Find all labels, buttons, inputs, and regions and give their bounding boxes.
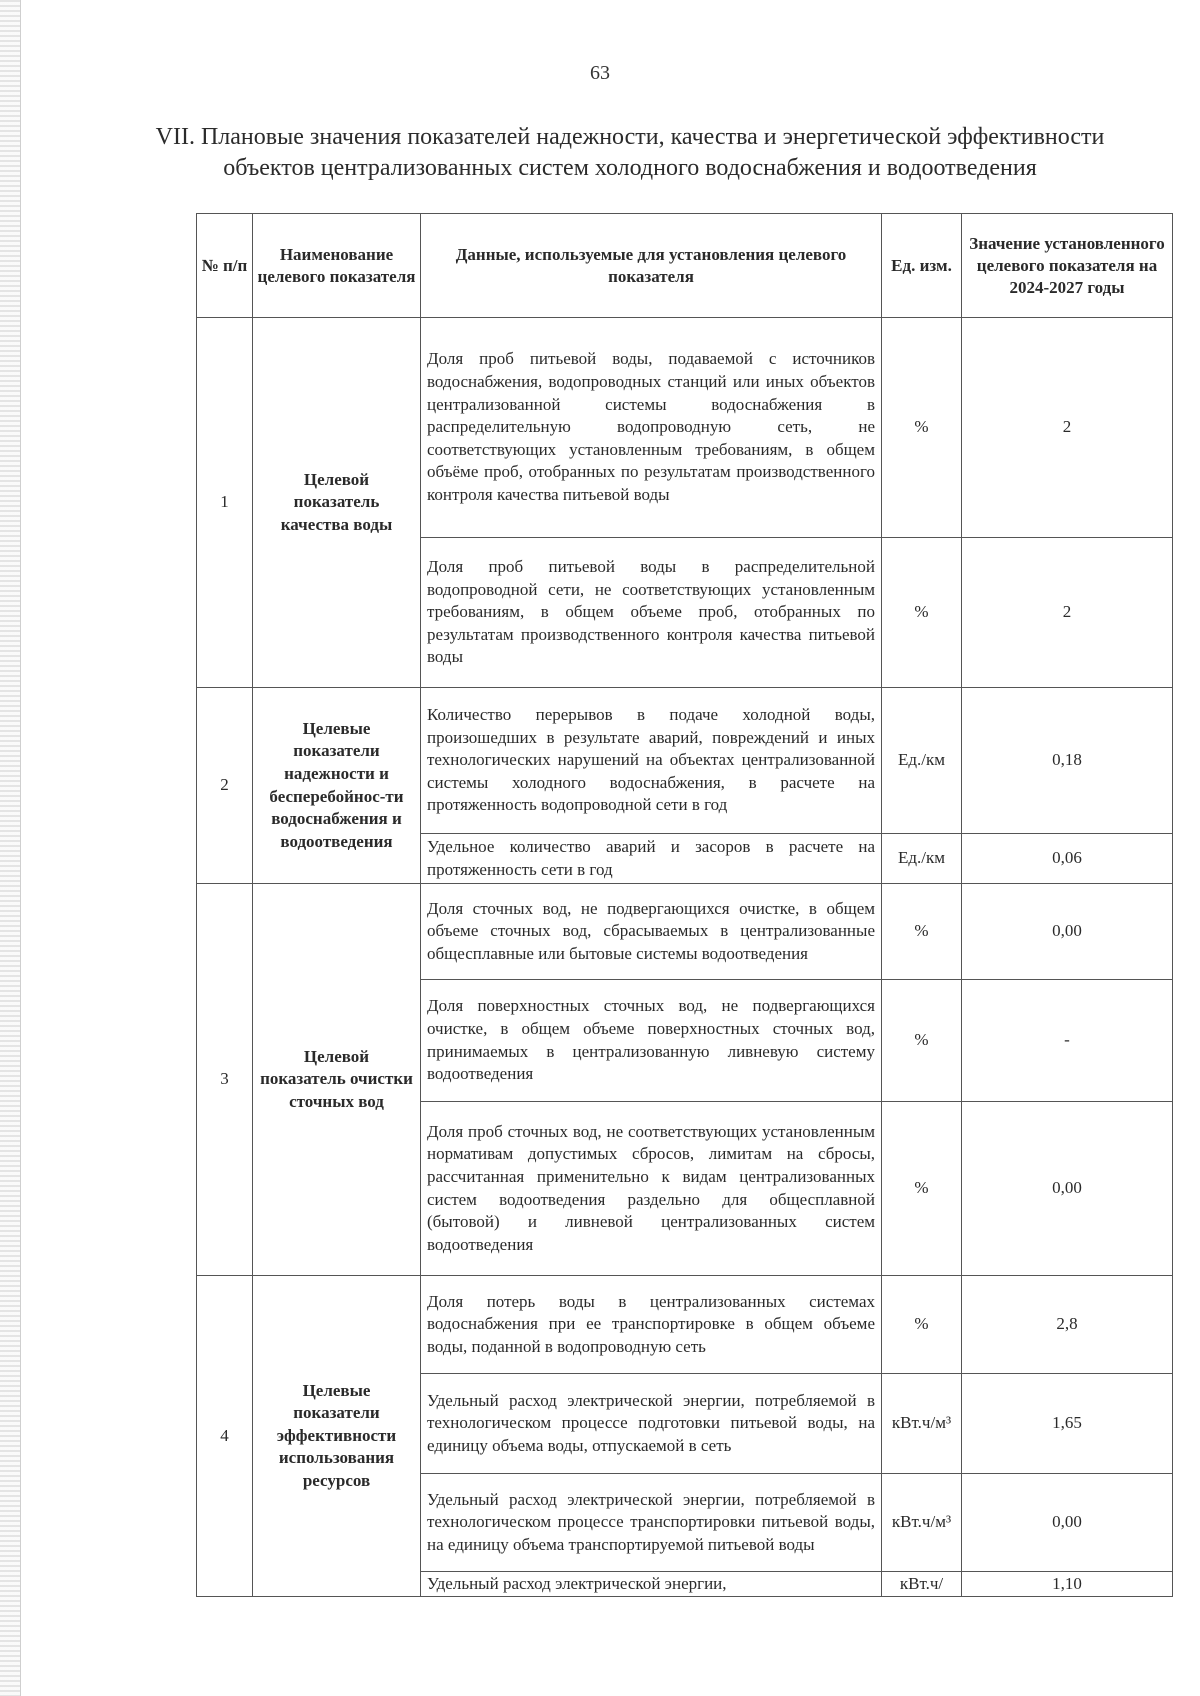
unit-cell: % <box>882 318 962 538</box>
table-row <box>197 1276 1173 1374</box>
indicator-description: Удельный расход электрической энергии, потребляемой в технологическом процессе транспортировки питьевой воды, на единицу объема транспортируемой питьевой воды <box>421 1474 882 1572</box>
header-unit: Ед. изм. <box>882 214 962 318</box>
unit-cell: % <box>882 538 962 688</box>
table-header-row <box>197 214 1173 318</box>
value-cell: 0,06 <box>962 834 1173 884</box>
value-cell: 0,00 <box>962 884 1173 980</box>
page-number: 63 <box>590 62 610 84</box>
header-name: Наименование целевого показателя <box>253 214 421 318</box>
indicator-name: Целевые показатели надежности и бесперебойнос-ти водоснабжения и водоотведения <box>253 688 421 884</box>
unit-cell: % <box>882 980 962 1102</box>
value-cell: 1,10 <box>962 1572 1173 1597</box>
header-data: Данные, используемые для установления целевого показателя <box>421 214 882 318</box>
indicator-description: Количество перерывов в подаче холодной воды, произошедших в результате аварий, повреждений и иных технологических нарушений на объектах централизованной системы холодного водоснабжения, в расчете на протяженность водопроводной сети в год <box>421 688 882 834</box>
unit-cell: кВт.ч/м³ <box>882 1474 962 1572</box>
indicator-name: Целевые показатели эффективности использования ресурсов <box>253 1276 421 1597</box>
table-row <box>197 688 1173 834</box>
indicator-description: Доля поверхностных сточных вод, не подвергающихся очистке, в общем объеме поверхностных сточных вод, принимаемых в централизованную ливневую систему водоотведения <box>421 980 882 1102</box>
value-cell: 2 <box>962 318 1173 538</box>
group-number: 2 <box>197 688 253 884</box>
value-cell: 0,00 <box>962 1474 1173 1572</box>
table-row <box>197 884 1173 980</box>
scan-edge-line <box>20 0 21 1696</box>
group-number: 3 <box>197 884 253 1276</box>
group-number: 4 <box>197 1276 253 1597</box>
indicator-description: Доля проб сточных вод, не соответствующих установленным нормативам допустимых сбросов, лимитам на сбросы, рассчитанная применительно к видам централизованных систем водоотведения раздельно для общесплавной (бытовой) и ливневой централизованных систем водоотведения <box>421 1102 882 1276</box>
indicator-name: Целевой показатель качества воды <box>253 318 421 688</box>
value-cell: 1,65 <box>962 1374 1173 1474</box>
indicator-description: Доля проб питьевой воды в распределительной водопроводной сети, не соответствующих установленным требованиям, в общем объеме проб, отобранных по результатам производственного контроля качества питьевой воды <box>421 538 882 688</box>
indicator-description: Доля проб питьевой воды, подаваемой с источников водоснабжения, водопроводных станций или иных объектов централизованной системы водоснабжения в распределительную водопроводную сеть, не соответствующих установленным требованиям, в общем объёме проб, отобранных по результатам производственного контроля качества питьевой воды <box>421 318 882 538</box>
table-row <box>197 318 1173 538</box>
value-cell: 0,00 <box>962 1102 1173 1276</box>
header-value: Значение установленного целевого показателя на 2024-2027 годы <box>962 214 1173 318</box>
unit-cell: % <box>882 1276 962 1374</box>
indicator-description: Удельное количество аварий и засоров в расчете на протяженность сети в год <box>421 834 882 884</box>
unit-cell: % <box>882 884 962 980</box>
scan-edge-strip <box>0 0 20 1696</box>
value-cell: 2 <box>962 538 1173 688</box>
indicator-description: Удельный расход электрической энергии, потребляемой в технологическом процессе подготовки питьевой воды, на единицу объема воды, отпускаемой в сеть <box>421 1374 882 1474</box>
unit-cell: кВт.ч/м³ <box>882 1374 962 1474</box>
indicator-description: Удельный расход электрической энергии, <box>421 1572 882 1597</box>
header-num: № п/п <box>197 214 253 318</box>
indicator-name: Целевой показатель очистки сточных вод <box>253 884 421 1276</box>
unit-cell: % <box>882 1102 962 1276</box>
indicator-description: Доля сточных вод, не подвергающихся очистке, в общем объеме сточных вод, сбрасываемых в централизованные общесплавные или бытовые системы водоотведения <box>421 884 882 980</box>
value-cell: - <box>962 980 1173 1102</box>
unit-cell: Ед./км <box>882 688 962 834</box>
value-cell: 2,8 <box>962 1276 1173 1374</box>
unit-cell: Ед./км <box>882 834 962 884</box>
indicators-table <box>196 213 1173 1597</box>
group-number: 1 <box>197 318 253 688</box>
value-cell: 0,18 <box>962 688 1173 834</box>
unit-cell: кВт.ч/ <box>882 1572 962 1597</box>
indicator-description: Доля потерь воды в централизованных системах водоснабжения при ее транспортировке в общем объеме воды, поданной в водопроводную сеть <box>421 1276 882 1374</box>
section-title: VII. Плановые значения показателей надежности, качества и энергетической эффективности объектов централизованных систем холодного водоснабжения и водоотведения <box>155 124 1105 181</box>
